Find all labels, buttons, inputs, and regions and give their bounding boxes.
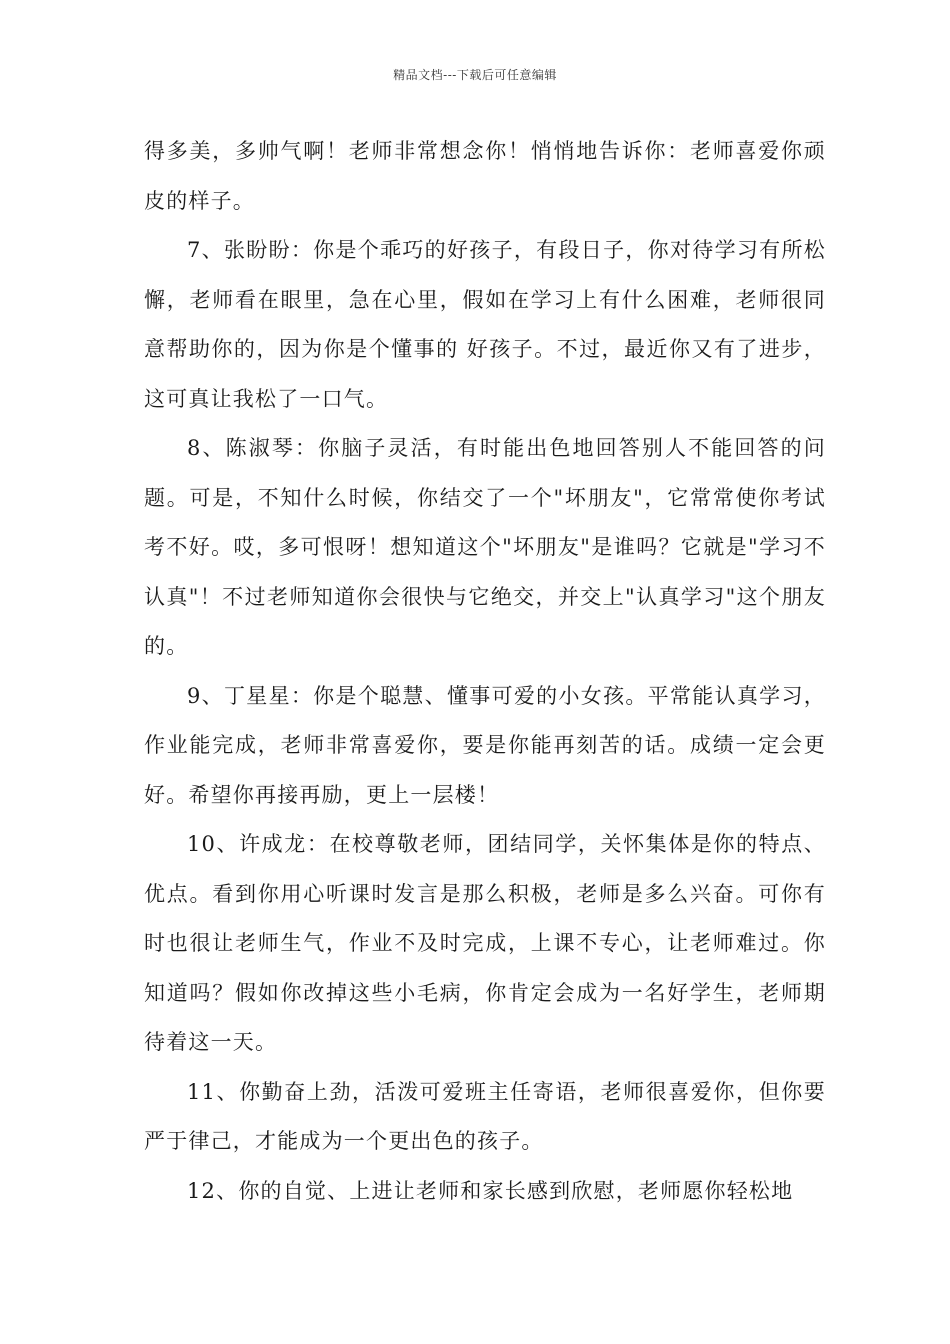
paragraph-item-10: 10、许成龙：在校尊敬老师，团结同学，关怀集体是你的特点、优点。看到你用心听课时发言是那么积极，老师是多么兴奋。可你有时也很让老师生气，作业不及时完成，上课不专心，让老师难过。你知道吗？假如你改掉这些小毛病，你肯定会成为一名好学生，老师期待着这一天。 (144, 832, 826, 1054)
document-body (144, 127, 826, 1216)
paragraph-continuation: 得多美，多帅气啊！老师非常想念你！悄悄地告诉你：老师喜爱你顽皮的样子。 (144, 139, 826, 213)
page-header: 精品文档---下载后可任意编辑 (393, 68, 557, 82)
paragraph-item-7: 7、张盼盼：你是个乖巧的好孩子，有段日子，你对待学习有所松懈，老师看在眼里，急在心里，假如在学习上有什么困难，老师很同意帮助你的，因为你是个懂事的 好孩子。不过，最近你又有了进步，这可真让我松了一口气。 (144, 238, 826, 411)
paragraph-item-9: 9、丁星星：你是个聪慧、懂事可爱的小女孩。平常能认真学习，作业能完成，老师非常喜爱你，要是你能再刻苦的话。成绩一定会更好。希望你再接再励，更上一层楼！ (144, 683, 826, 807)
paragraph-item-12: 12、你的自觉、上进让老师和家长感到欣慰，老师愿你轻松地 (187, 1178, 794, 1203)
paragraph-item-8: 8、陈淑琴：你脑子灵活，有时能出色地回答别人不能回答的问题。可是，不知什么时候，你结交了一个"坏朋友"，它常常使你考试考不好。哎，多可恨呀！想知道这个"坏朋友"是谁吗？它就是"学习不认真"！不过老师知道你会很快与它绝交，并交上"认真学习"这个朋友的。 (144, 436, 826, 658)
paragraph-item-11: 11、你勤奋上劲，活泼可爱班主任寄语，老师很喜爱你，但你要严于律己，才能成为一个更出色的孩子。 (144, 1079, 826, 1153)
